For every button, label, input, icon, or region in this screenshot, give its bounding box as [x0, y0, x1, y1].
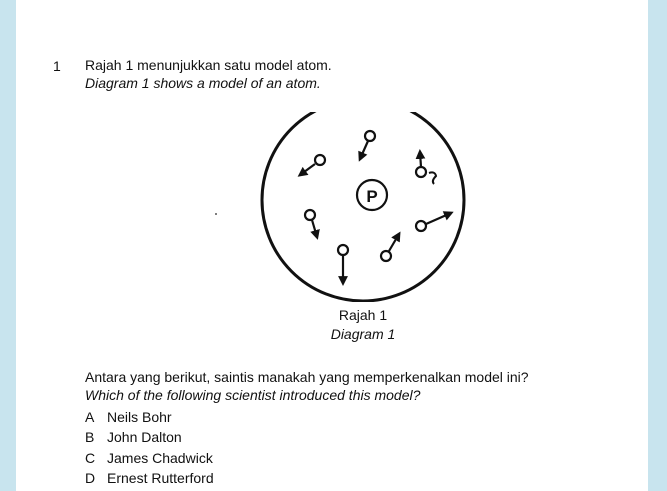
option-letter: D [85, 470, 96, 486]
nucleus-label: P [366, 187, 378, 206]
option-b[interactable] [85, 429, 182, 445]
option-text: James Chadwick [107, 450, 213, 466]
question-stem-english: Diagram 1 shows a model of an atom. [85, 75, 321, 91]
electron-6 [338, 245, 348, 283]
option-text: Ernest Rutterford [107, 470, 214, 486]
option-a[interactable] [85, 409, 172, 425]
option-text: John Dalton [107, 429, 182, 445]
option-c[interactable] [85, 450, 213, 466]
electron-1 [360, 131, 375, 159]
left-border [0, 0, 16, 491]
electron-4 [305, 210, 317, 237]
electron-2 [300, 155, 325, 175]
exam-page [16, 0, 648, 491]
option-d[interactable] [85, 470, 214, 486]
prompt-english: Which of the following scientist introduced this model? [85, 387, 421, 403]
option-text: Neils Bohr [107, 409, 172, 425]
right-border [648, 0, 667, 491]
option-letter: B [85, 429, 95, 445]
electron-5 [416, 213, 451, 231]
electron-3 [416, 152, 436, 184]
paper-speck [215, 213, 217, 215]
question-stem-malay: Rajah 1 menunjukkan satu model atom. [85, 57, 332, 73]
option-letter: C [85, 450, 96, 466]
electron-7 [381, 234, 399, 261]
prompt-malay: Antara yang berikut, saintis manakah yang memperkenalkan model ini? [85, 369, 529, 385]
nucleus [357, 180, 387, 210]
diagram-caption-malay: Rajah 1 [338, 307, 388, 323]
atom-model-diagram [260, 112, 466, 302]
option-letter: A [85, 409, 95, 425]
diagram-caption-english: Diagram 1 [330, 326, 396, 342]
question-number: 1 [53, 58, 61, 74]
